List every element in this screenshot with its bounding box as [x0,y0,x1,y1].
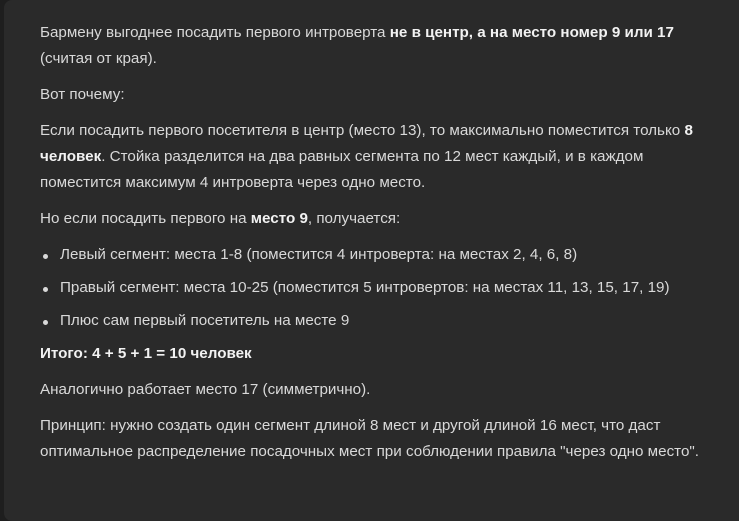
intro-bold: не в центр, а на место номер 9 или 17 [389,24,674,41]
list-item: Правый сегмент: места 10-25 (поместится 5 интровертов: на местах 11, 13, 15, 17, 19) [40,275,721,301]
principle-paragraph: Принцип: нужно создать один сегмент длиной 8 мест и другой длиной 16 мест, что даст оптимальное распределение посадочных мест при соблюдении правила "через одно место". [40,417,700,460]
center-bold: 8 человек [40,122,693,165]
center-text: Если посадить первого посетителя в центр (место 13), то максимально поместится только [40,122,685,139]
intro-text-end: (считая от края). [40,50,157,67]
intro-text: Бармену выгоднее посадить первого интроверта [40,24,390,41]
seat9-text: Но если посадить первого на [40,210,251,227]
seat9-paragraph [40,206,721,232]
why-paragraph: Вот почему: [40,86,125,103]
total-paragraph [40,341,721,367]
center-paragraph [40,118,721,196]
center-text-end: . Стойка разделится на два равных сегмента по 12 мест каждый, и в каждом поместится максимум 4 интроверта через одно место. [40,148,644,191]
list-item: Левый сегмент: места 1-8 (поместится 4 интроверта: на местах 2, 4, 6, 8) [40,242,721,268]
seat9-bold: место 9 [250,210,308,227]
assistant-message [4,0,739,521]
total-bold: Итого: 4 + 5 + 1 = 10 человек [40,345,252,362]
segment-list [40,242,721,334]
intro-paragraph [40,20,721,72]
list-item: Плюс сам первый посетитель на месте 9 [40,308,721,334]
symmetric-paragraph: Аналогично работает место 17 (симметрично). [40,381,371,398]
seat9-text-end: , получается: [307,210,401,227]
